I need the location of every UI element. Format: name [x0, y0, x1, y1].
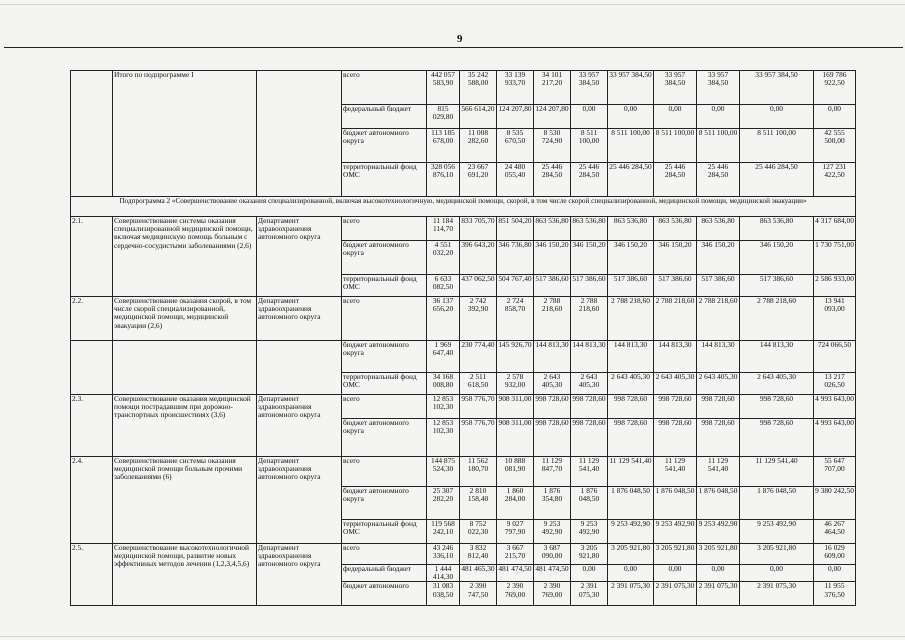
executor-cell: [257, 71, 342, 197]
item-name: Совершенствование системы оказания специализированной медицинской помощи, включая медицинскую помощь больным с сердечно-сосудистыми заболеваниями (2,6): [113, 217, 257, 297]
value-cell: 0,00: [814, 105, 856, 129]
value-cell: 2 643 405,30: [740, 373, 814, 395]
value-cell: 1 860 284,00: [497, 487, 534, 520]
value-cell: 9 027 797,90: [497, 520, 534, 544]
value-cell: 0,00: [697, 565, 740, 582]
value-cell: 0,00: [814, 565, 856, 582]
value-cell: 2 742 392,90: [460, 297, 497, 341]
value-cell: 145 926,70: [497, 341, 534, 373]
table-row: [71, 217, 856, 241]
funding-source: федеральный бюджет: [342, 105, 427, 129]
funding-source: бюджет автономного округа: [342, 129, 427, 163]
funding-source: бюджет автономного округа: [342, 241, 427, 275]
value-cell: 566 614,20: [460, 105, 497, 129]
value-cell: 724 066,50: [814, 341, 856, 373]
value-cell: 124 207,80: [497, 105, 534, 129]
value-cell: 2 391 075,30: [697, 582, 740, 606]
value-cell: 8 530 724,90: [534, 129, 571, 163]
funding-source: бюджет автономного округа: [342, 487, 427, 520]
value-cell: 517 386,60: [571, 275, 608, 297]
value-cell: 2 643 405,30: [697, 373, 740, 395]
value-cell: 346 150,20: [571, 241, 608, 275]
value-cell: 517 386,60: [740, 275, 814, 297]
scan-edge-bottom: [0, 636, 905, 637]
value-cell: 517 386,60: [534, 275, 571, 297]
funding-source: территориальный фонд ОМС: [342, 163, 427, 197]
value-cell: 3 687 090,00: [534, 544, 571, 565]
value-cell: 11 184 114,70: [427, 217, 460, 241]
table-row: [71, 197, 856, 217]
value-cell: 998 728,60: [571, 419, 608, 457]
item-executor: Департамент здравоохранения автономного округа: [257, 395, 342, 457]
value-cell: 3 205 921,80: [697, 544, 740, 565]
value-cell: 2 788 218,60: [654, 297, 697, 341]
value-cell: 144 813,30: [654, 341, 697, 373]
value-cell: 11 129 541,40: [654, 457, 697, 487]
value-cell: 119 568 242,10: [427, 520, 460, 544]
value-cell: 4 317 684,00: [814, 217, 856, 241]
value-cell: 9 253 492,90: [740, 520, 814, 544]
value-cell: 8 511 100,00: [697, 129, 740, 163]
value-cell: 3 205 921,80: [608, 544, 654, 565]
value-cell: 25 446 284,50: [571, 163, 608, 197]
value-cell: 9 253 492,90: [534, 520, 571, 544]
value-cell: 2 391 075,30: [740, 582, 814, 606]
value-cell: 958 776,70: [460, 395, 497, 419]
value-cell: 55 647 707,00: [814, 457, 856, 487]
value-cell: 144 875 524,30: [427, 457, 460, 487]
table-row: [71, 341, 856, 373]
value-cell: 998 728,60: [654, 395, 697, 419]
value-cell: 9 380 242,50: [814, 487, 856, 520]
item-executor: Департамент здравоохранения автономного округа: [257, 297, 342, 341]
value-cell: 396 643,20: [460, 241, 497, 275]
value-cell: 8 511 100,00: [740, 129, 814, 163]
value-cell: 998 728,60: [697, 395, 740, 419]
item-number: 2.3.: [71, 395, 113, 457]
value-cell: 11 955 376,50: [814, 582, 856, 606]
funding-source: всего: [342, 297, 427, 341]
value-cell: 437 062,50: [460, 275, 497, 297]
value-cell: 481 465,30: [460, 565, 497, 582]
value-cell: 998 728,60: [740, 419, 814, 457]
funding-source: территориальный фонд ОМС: [342, 373, 427, 395]
item-executor: Департамент здравоохранения автономного округа: [257, 217, 342, 297]
value-cell: 8 511 100,00: [571, 129, 608, 163]
value-cell: 3 667 215,70: [497, 544, 534, 565]
value-cell: 13 217 026,50: [814, 373, 856, 395]
funding-source: всего: [342, 544, 427, 565]
item-number: 2.1.: [71, 217, 113, 297]
value-cell: 144 813,30: [740, 341, 814, 373]
value-cell: 9 253 492,90: [571, 520, 608, 544]
item-name: Совершенствование оказания медицинской помощи пострадавшим при дорожно-транспортных происшествиях (3,6): [113, 395, 257, 457]
value-cell: 25 446 284,50: [697, 163, 740, 197]
value-cell: 908 311,00: [497, 395, 534, 419]
value-cell: 3 205 921,80: [740, 544, 814, 565]
value-cell: 2 788 218,60: [740, 297, 814, 341]
value-cell: 33 139 933,70: [497, 71, 534, 105]
value-cell: 2 390 747,50: [460, 582, 497, 606]
table-row: [71, 457, 856, 487]
value-cell: 4 551 032,20: [427, 241, 460, 275]
value-cell: 442 057 583,90: [427, 71, 460, 105]
value-cell: 998 728,60: [740, 395, 814, 419]
value-cell: 2 390 769,00: [534, 582, 571, 606]
value-cell: 35 242 588,00: [460, 71, 497, 105]
value-cell: 2 391 075,30: [608, 582, 654, 606]
value-cell: 144 813,30: [571, 341, 608, 373]
value-cell: 863 536,80: [654, 217, 697, 241]
value-cell: 11 129 541,40: [571, 457, 608, 487]
value-cell: 46 267 464,50: [814, 520, 856, 544]
value-cell: 998 728,60: [608, 419, 654, 457]
funding-source: всего: [342, 457, 427, 487]
value-cell: 481 474,50: [534, 565, 571, 582]
funding-source: территориальный фонд ОМС: [342, 275, 427, 297]
value-cell: 0,00: [697, 105, 740, 129]
value-cell: 863 536,80: [740, 217, 814, 241]
value-cell: 31 083 038,50: [427, 582, 460, 606]
value-cell: 328 056 876,10: [427, 163, 460, 197]
value-cell: 998 728,60: [534, 395, 571, 419]
value-cell: 23 667 691,20: [460, 163, 497, 197]
value-cell: 113 185 678,00: [427, 129, 460, 163]
funding-source: территориальный фонд ОМС: [342, 520, 427, 544]
value-cell: 863 536,80: [571, 217, 608, 241]
value-cell: 1 876 048,50: [571, 487, 608, 520]
value-cell: 2 788 218,60: [534, 297, 571, 341]
value-cell: 863 536,80: [534, 217, 571, 241]
value-cell: 3 205 921,80: [571, 544, 608, 565]
value-cell: 4 993 643,00: [814, 395, 856, 419]
value-cell: 517 386,60: [654, 275, 697, 297]
value-cell: 16 029 609,00: [814, 544, 856, 565]
value-cell: 815 029,80: [427, 105, 460, 129]
value-cell: 2 643 405,30: [608, 373, 654, 395]
funding-table: [70, 70, 856, 606]
value-cell: 0,00: [608, 565, 654, 582]
value-cell: 11 129 847,70: [534, 457, 571, 487]
funding-source: бюджет автономного округа: [342, 419, 427, 457]
value-cell: 863 536,80: [608, 217, 654, 241]
value-cell: 346 150,20: [534, 241, 571, 275]
item-name: Совершенствование системы оказания медицинской помощи больным прочими заболеваниями (6): [113, 457, 257, 544]
value-cell: 481 474,50: [497, 565, 534, 582]
item-name-empty: [113, 341, 257, 395]
value-cell: 2 643 405,30: [654, 373, 697, 395]
value-cell: 144 813,30: [534, 341, 571, 373]
table-row: [71, 297, 856, 341]
value-cell: 144 813,30: [608, 341, 654, 373]
value-cell: 0,00: [654, 105, 697, 129]
value-cell: 2 578 932,00: [497, 373, 534, 395]
value-cell: 504 767,40: [497, 275, 534, 297]
value-cell: 2 643 405,30: [571, 373, 608, 395]
value-cell: 346 150,20: [740, 241, 814, 275]
funding-source: всего: [342, 395, 427, 419]
item-number-cell: [71, 71, 113, 197]
value-cell: 998 728,60: [654, 419, 697, 457]
value-cell: 9 253 492,90: [697, 520, 740, 544]
table-row: [71, 544, 856, 565]
value-cell: 8 535 670,50: [497, 129, 534, 163]
value-cell: 10 888 081,90: [497, 457, 534, 487]
value-cell: 833 705,70: [460, 217, 497, 241]
value-cell: 11 562 180,70: [460, 457, 497, 487]
value-cell: 346 736,80: [497, 241, 534, 275]
value-cell: 33 957 384,50: [571, 71, 608, 105]
value-cell: 1 730 751,00: [814, 241, 856, 275]
value-cell: 0,00: [740, 565, 814, 582]
value-cell: 2 391 075,30: [654, 582, 697, 606]
value-cell: 0,00: [571, 105, 608, 129]
value-cell: 9 253 492,90: [654, 520, 697, 544]
value-cell: 36 137 656,20: [427, 297, 460, 341]
item-number: 2.2.: [71, 297, 113, 341]
value-cell: 34 168 008,80: [427, 373, 460, 395]
value-cell: 863 536,80: [697, 217, 740, 241]
item-number-empty: [71, 341, 113, 395]
subprogram-title: Подпрограмма 2 «Совершенствование оказания специализированной, включая высокотехнологичную, медицинской помощи, скорой, в том числе скорой специализированной, медицинской помощи, медицинской эвакуации»: [71, 197, 856, 217]
funding-source: федеральный бюджет: [342, 565, 427, 582]
value-cell: 11 129 541,40: [740, 457, 814, 487]
value-cell: 4 993 643,00: [814, 419, 856, 457]
value-cell: 24 480 055,40: [497, 163, 534, 197]
funding-source: всего: [342, 71, 427, 105]
value-cell: 13 941 093,00: [814, 297, 856, 341]
value-cell: 2 643 405,30: [534, 373, 571, 395]
itogo-label: Итого по подпрограмме I: [113, 71, 257, 197]
value-cell: 3 205 921,80: [654, 544, 697, 565]
value-cell: 1 876 048,50: [740, 487, 814, 520]
value-cell: 2 391 075,30: [571, 582, 608, 606]
value-cell: 1 969 647,40: [427, 341, 460, 373]
value-cell: 517 386,60: [608, 275, 654, 297]
value-cell: 2 511 618,50: [460, 373, 497, 395]
value-cell: 1 876 354,80: [534, 487, 571, 520]
value-cell: 1 876 048,50: [654, 487, 697, 520]
funding-source: бюджет автономного округа: [342, 341, 427, 373]
value-cell: 25 446 284,50: [740, 163, 814, 197]
value-cell: 998 728,60: [571, 395, 608, 419]
value-cell: 34 101 217,20: [534, 71, 571, 105]
value-cell: 346 150,20: [608, 241, 654, 275]
value-cell: 0,00: [740, 105, 814, 129]
value-cell: 124 207,80: [534, 105, 571, 129]
value-cell: 0,00: [654, 565, 697, 582]
scan-edge-top: [0, 4, 905, 5]
value-cell: 958 776,70: [460, 419, 497, 457]
value-cell: 1 444 414,30: [427, 565, 460, 582]
value-cell: 998 728,60: [608, 395, 654, 419]
value-cell: 0,00: [608, 105, 654, 129]
table-row: [71, 395, 856, 419]
value-cell: 11 129 541,40: [608, 457, 654, 487]
value-cell: 0,00: [571, 565, 608, 582]
value-cell: 33 957 384,50: [608, 71, 654, 105]
value-cell: 908 311,00: [497, 419, 534, 457]
value-cell: 2 724 858,70: [497, 297, 534, 341]
value-cell: 11 008 282,60: [460, 129, 497, 163]
value-cell: 12 853 102,30: [427, 395, 460, 419]
value-cell: 2 390 769,00: [497, 582, 534, 606]
value-cell: 3 832 812,40: [460, 544, 497, 565]
table-row: [71, 71, 856, 105]
value-cell: 851 504,20: [497, 217, 534, 241]
value-cell: 2 810 158,40: [460, 487, 497, 520]
value-cell: 11 129 541,40: [697, 457, 740, 487]
value-cell: 346 150,20: [697, 241, 740, 275]
value-cell: 25 307 282,20: [427, 487, 460, 520]
item-executor-empty: [257, 341, 342, 395]
item-name: Совершенствование высокотехнологичной медицинской помощи, развитие новых эффективных методов лечения (1,2,3,4,5,6): [113, 544, 257, 606]
value-cell: 25 446 284,50: [534, 163, 571, 197]
value-cell: 2 788 218,60: [697, 297, 740, 341]
header-rule: [4, 47, 903, 48]
value-cell: 33 957 384,50: [654, 71, 697, 105]
value-cell: 43 246 336,10: [427, 544, 460, 565]
item-number: 2.4.: [71, 457, 113, 544]
page-number: 9: [457, 33, 463, 45]
value-cell: 517 386,60: [697, 275, 740, 297]
value-cell: 1 876 048,50: [697, 487, 740, 520]
item-executor: Департамент здравоохранения автономного округа: [257, 457, 342, 544]
value-cell: 144 813,30: [697, 341, 740, 373]
value-cell: 998 728,60: [697, 419, 740, 457]
value-cell: 2 586 933,00: [814, 275, 856, 297]
value-cell: 6 633 082,50: [427, 275, 460, 297]
item-name: Совершенствование оказания скорой, в том числе скорой специализированной, медицинской помощи, медицинской эвакуации (2,6): [113, 297, 257, 341]
value-cell: 25 446 284,50: [654, 163, 697, 197]
value-cell: 1 876 048,50: [608, 487, 654, 520]
item-number: 2.5.: [71, 544, 113, 606]
value-cell: 33 957 384,50: [740, 71, 814, 105]
value-cell: 2 788 218,60: [571, 297, 608, 341]
value-cell: 127 231 422,50: [814, 163, 856, 197]
value-cell: 33 957 384,50: [697, 71, 740, 105]
value-cell: 12 853 102,30: [427, 419, 460, 457]
value-cell: 9 253 492,90: [608, 520, 654, 544]
funding-source: бюджет автономного: [342, 582, 427, 606]
item-executor: Департамент здравоохранения автономного округа: [257, 544, 342, 606]
value-cell: 2 788 218,60: [608, 297, 654, 341]
value-cell: 346 150,20: [654, 241, 697, 275]
funding-source: всего: [342, 217, 427, 241]
value-cell: 998 728,60: [534, 419, 571, 457]
value-cell: 8 511 100,00: [608, 129, 654, 163]
value-cell: 8 511 100,00: [654, 129, 697, 163]
value-cell: 169 786 922,50: [814, 71, 856, 105]
value-cell: 8 752 022,30: [460, 520, 497, 544]
value-cell: 42 555 500,00: [814, 129, 856, 163]
value-cell: 230 774,40: [460, 341, 497, 373]
value-cell: 25 446 284,50: [608, 163, 654, 197]
